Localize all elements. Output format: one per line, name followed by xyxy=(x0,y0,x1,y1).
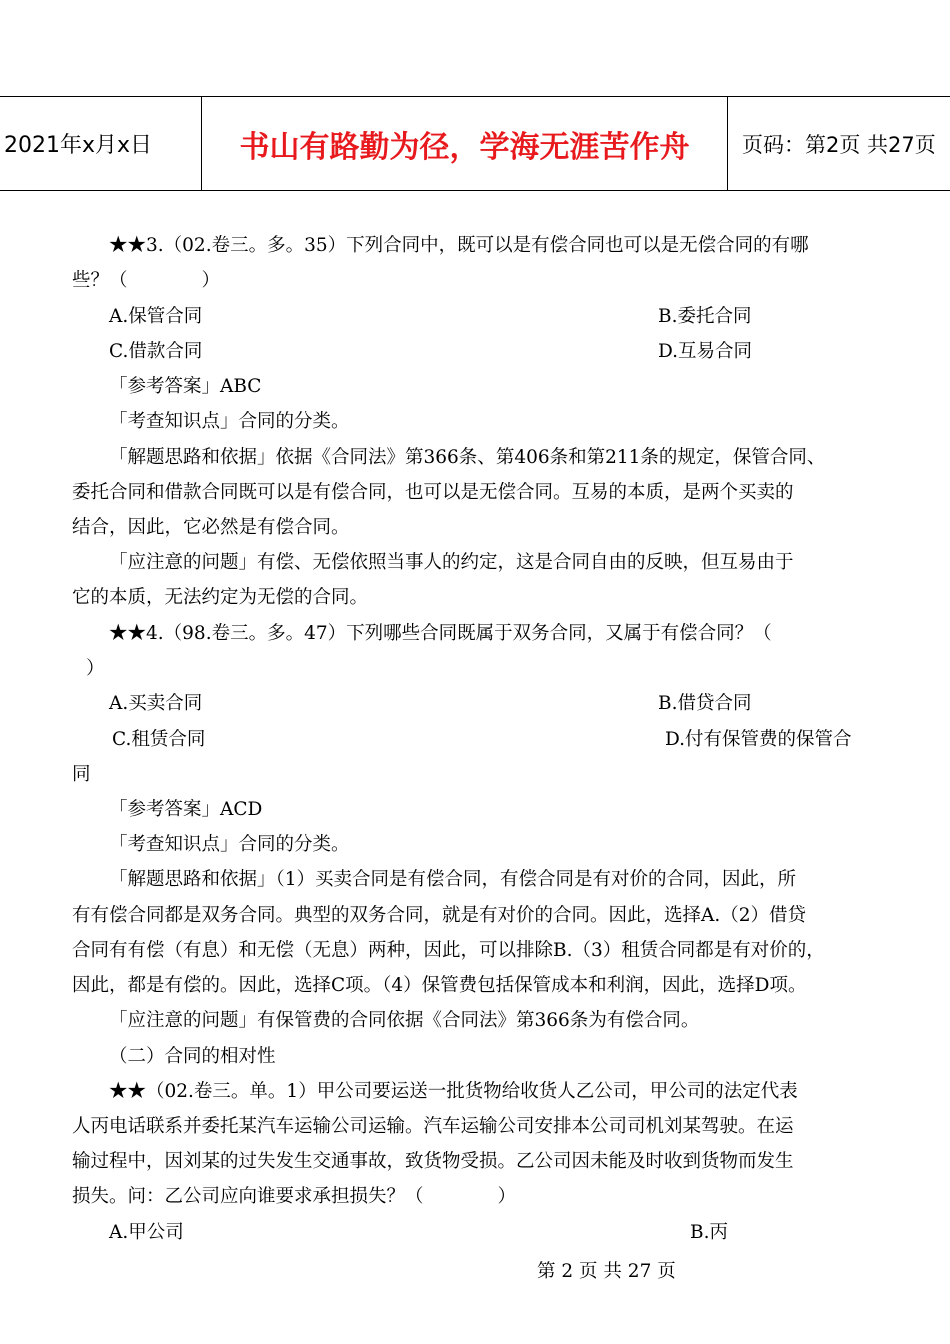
text-line: ★★（02.卷三。单。1）甲公司要运送一批货物给收货人乙公司，甲公司的法定代表 xyxy=(109,1081,798,1102)
text-line: 同 xyxy=(72,764,91,785)
text-line: 因此，都是有偿的。因此，选择C项。（4）保管费包括保管成本和利润，因此，选择D项。 xyxy=(72,975,807,996)
text-line: ★★4.（98.卷三。多。47）下列哪些合同既属于双务合同，又属于有偿合同？（ xyxy=(109,623,772,644)
option-c: C.借款合同 xyxy=(109,341,203,362)
knowledge-point: 「考查知识点」合同的分类。 xyxy=(109,411,350,432)
text-line: 有有偿合同都是双务合同。典型的双务合同，就是有对价的合同。因此，选择A.（2）借贷 xyxy=(72,905,807,926)
text-line: ） xyxy=(86,658,105,679)
option-b: B.借贷合同 xyxy=(658,693,752,714)
text-line: 「应注意的问题」有偿、无偿依照当事人的约定，这是合同自由的反映，但互易由于 xyxy=(109,552,794,573)
text-line: 委托合同和借款合同既可以是有偿合同，也可以是无偿合同。互易的本质，是两个买卖的 xyxy=(72,482,794,503)
text-line: 合同有有偿（有息）和无偿（无息）两种，因此，可以排除B.（3）租赁合同都是有对价的， xyxy=(72,940,825,961)
text-line: 「应注意的问题」有保管费的合同依据《合同法》第366条为有偿合同。 xyxy=(109,1010,700,1031)
option-a: A.买卖合同 xyxy=(109,693,203,714)
section-heading: （二）合同的相对性 xyxy=(109,1046,276,1067)
option-c: C.租赁合同 xyxy=(112,729,206,750)
option-a: A.保管合同 xyxy=(109,306,203,327)
option-d: D.付有保管费的保管合 xyxy=(665,729,852,750)
text-line: 损失。问：乙公司应向谁要求承担损失？（ ） xyxy=(72,1186,517,1207)
text-line: 它的本质，无法约定为无偿的合同。 xyxy=(72,587,369,608)
reference-answer: 「参考答案」ACD xyxy=(109,799,263,820)
text-line: 「解题思路和依据」（1）买卖合同是有偿合同，有偿合同是有对价的合同，因此，所 xyxy=(109,869,797,890)
page-footer-number: 第 2 页 共 27 页 xyxy=(537,1261,676,1282)
knowledge-point: 「考查知识点」合同的分类。 xyxy=(109,834,350,855)
option-d: D.互易合同 xyxy=(658,341,753,362)
option-a: A.甲公司 xyxy=(109,1222,184,1243)
text-line: 结合，因此，它必然是有偿合同。 xyxy=(72,517,350,538)
page-header xyxy=(0,96,950,191)
text-line: 些？（ ） xyxy=(72,270,221,291)
header-page-label: 页码：第2页 共27页 xyxy=(742,132,936,157)
text-line: 人丙电话联系并委托某汽车运输公司运输。汽车运输公司安排本公司司机刘某驾驶。在运 xyxy=(72,1116,794,1137)
header-motto: 书山有路勤为径，学海无涯苦作舟 xyxy=(201,97,728,190)
option-b: B.委托合同 xyxy=(658,306,752,327)
option-b: B.丙 xyxy=(690,1222,728,1243)
text-line: 输过程中，因刘某的过失发生交通事故，致货物受损。乙公司因未能及时收到货物而发生 xyxy=(72,1151,794,1172)
text-line: 「解题思路和依据」依据《合同法》第366条、第406条和第211条的规定，保管合同、 xyxy=(109,447,826,468)
header-date: 2021年x月x日 xyxy=(4,133,153,158)
reference-answer: 「参考答案」ABC xyxy=(109,376,262,397)
text-line: ★★3.（02.卷三。多。35）下列合同中，既可以是有偿合同也可以是无偿合同的有哪 xyxy=(109,235,809,256)
